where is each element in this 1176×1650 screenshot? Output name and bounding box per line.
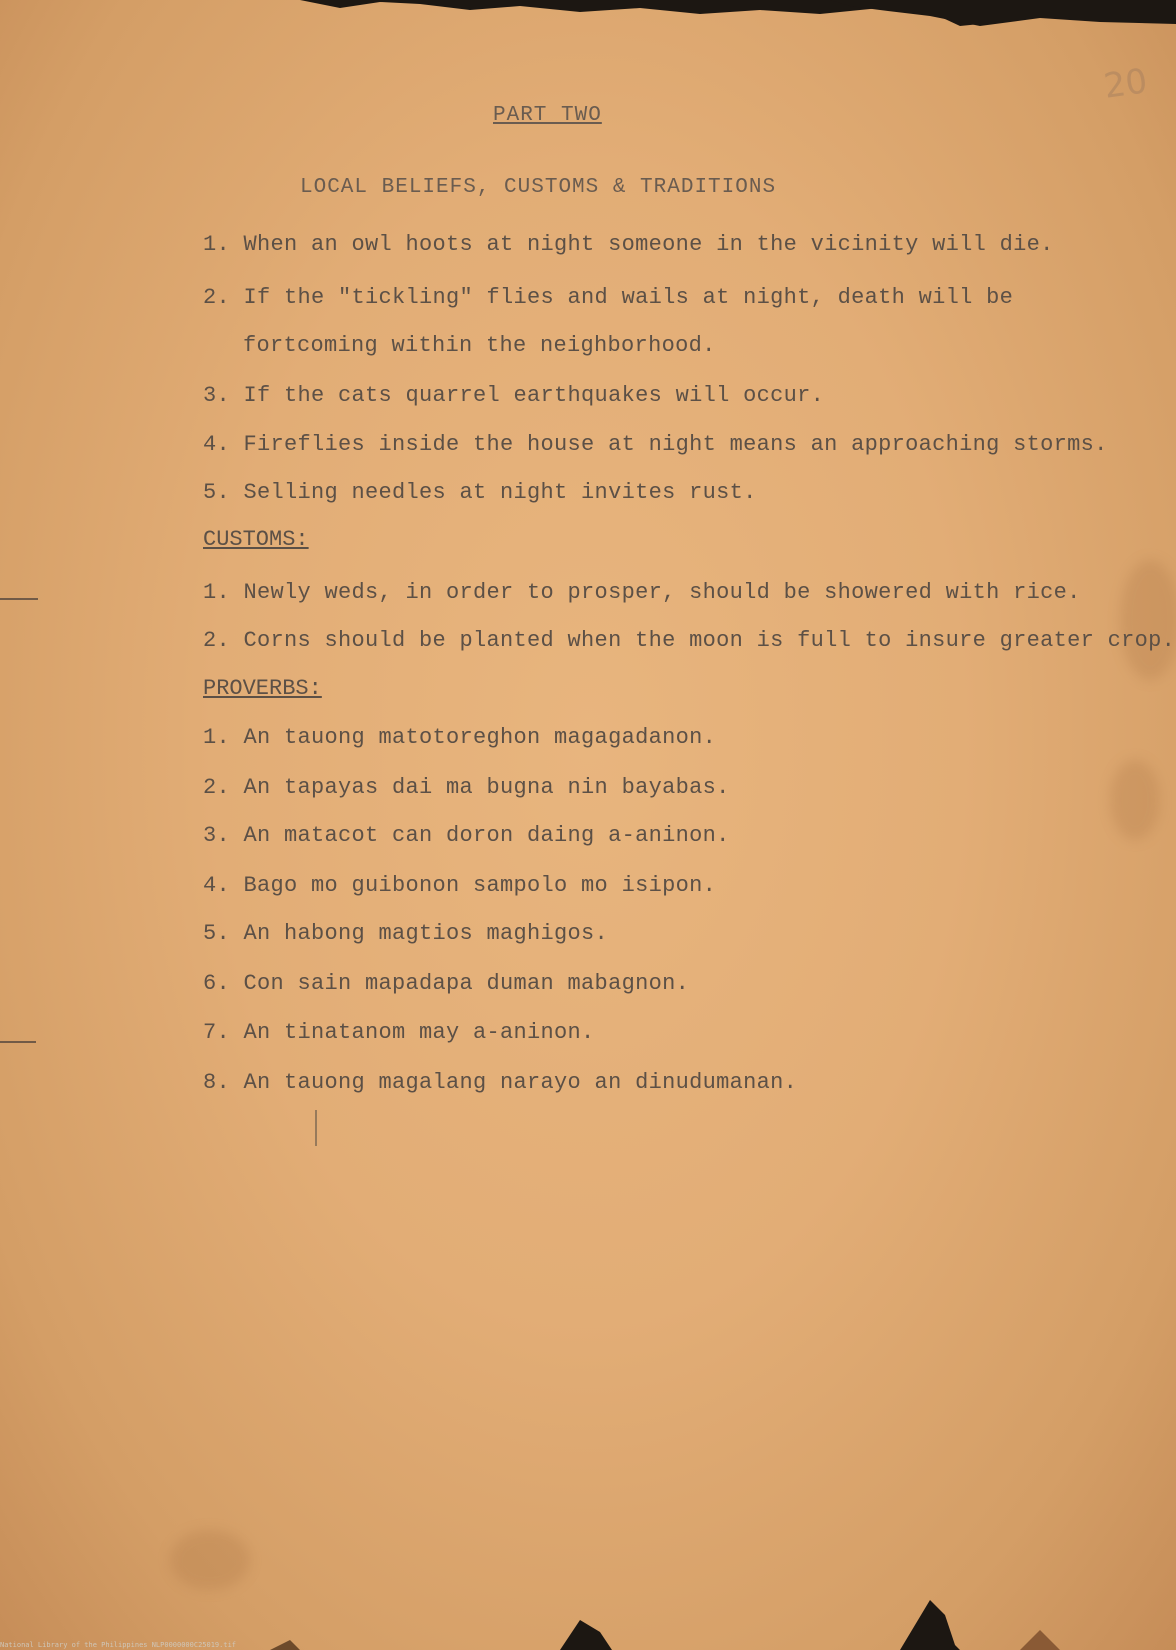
section-subtitle: LOCAL BELIEFS, CUSTOMS & TRADITIONS [300, 176, 777, 199]
belief-line: 4. Fireflies inside the house at night means an approaching storms. [203, 432, 1108, 457]
belief-line: 1. When an owl hoots at night someone in the vicinity will die. [203, 232, 1054, 257]
proverb-line: 6. Con sain mapadapa duman mabagnon. [203, 971, 690, 996]
belief-line: fortcoming within the neighborhood. [243, 333, 716, 358]
proverb-line: 3. An matacot can doron daing a-aninon. [203, 823, 730, 848]
belief-line: 2. If the "tickling" flies and wails at night, death will be [203, 285, 1014, 310]
proverb-line: 5. An habong magtios maghigos. [203, 921, 609, 946]
margin-mark [0, 1041, 36, 1043]
proverb-line: 8. An tauong magalang narayo an dinudumanan. [203, 1070, 798, 1095]
proverb-line: 4. Bago mo guibonon sampolo mo isipon. [203, 873, 717, 898]
custom-line: 1. Newly weds, in order to prosper, should be showered with rice. [203, 580, 1081, 605]
paper-stain [170, 1530, 250, 1590]
belief-line: 5. Selling needles at night invites rust. [203, 480, 757, 505]
page-number: 20 [1101, 61, 1150, 107]
proverbs-heading: PROVERBS: [203, 676, 322, 701]
proverb-line: 2. An tapayas dai ma bugna nin bayabas. [203, 775, 730, 800]
pencil-mark [315, 1110, 317, 1146]
paper-stain [1110, 760, 1160, 840]
page-title: PART TWO [493, 104, 602, 127]
custom-line: 2. Corns should be planted when the moon is full to insure greater crop. [203, 628, 1176, 653]
margin-mark [0, 598, 38, 600]
archive-footer-stamp: National Library of the Philippines NLP0000000C25019.tif [0, 1641, 237, 1649]
torn-top-edge [0, 0, 1176, 40]
proverb-line: 1. An tauong matotoreghon magagadanon. [203, 725, 717, 750]
customs-heading: CUSTOMS: [203, 527, 309, 552]
belief-line: 3. If the cats quarrel earthquakes will occur. [203, 383, 825, 408]
paper-stain [1120, 560, 1176, 680]
proverb-line: 7. An tinatanom may a-aninon. [203, 1020, 595, 1045]
